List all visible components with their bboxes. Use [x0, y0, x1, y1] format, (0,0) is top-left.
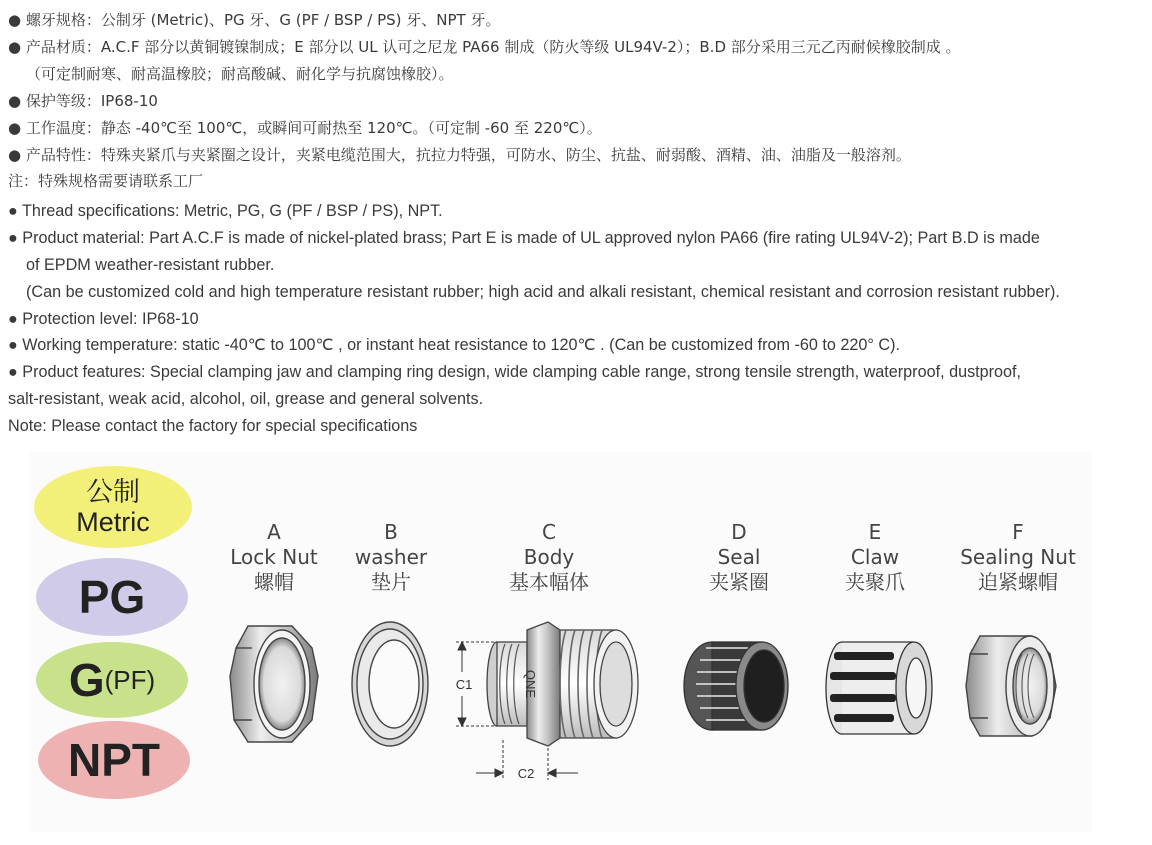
spec-en-material-2: of EPDM weather-resistant rubber.	[26, 256, 275, 274]
part-letter: D	[731, 520, 747, 544]
part-name-en: Sealing Nut	[960, 545, 1076, 569]
pg-badge: PG	[36, 558, 188, 636]
washer-drawing	[352, 622, 428, 746]
spec-cn-material: ● 产品材质：A.C.F 部分以黄铜镀镍制成；E 部分以 UL 认可之尼龙 PA66 制成（防火等级 UL94V-2）；B.D 部分采用三元乙丙耐候橡胶制成 。	[8, 38, 961, 56]
spec-cn-features: ● 产品特性：特殊夹紧爪与夹紧圈之设计，夹紧电缆范围大，抗拉力特强，可防水、防尘、抗盐、耐弱酸、酒精、油、油脂及一般溶剂。	[8, 146, 911, 164]
spec-en-temperature: ● Working temperature: static -40℃ to 100℃ , or instant heat resistance to 120℃ . (Can be customized from -60 to 220° C).	[8, 336, 900, 354]
spec-en-material-3: (Can be customized cold and high temperature resistant rubber; high acid and alkali resistant, chemical resistant and corrosion resistant rubber).	[26, 283, 1060, 301]
spec-en-features-2: salt-resistant, weak acid, alcohol, oil, grease and general solvents.	[8, 390, 484, 408]
part-name-cn: 基本幅体	[509, 570, 589, 594]
body-marking: QNE	[523, 669, 538, 699]
seal-drawing	[684, 642, 788, 730]
part-name-en: Claw	[850, 545, 900, 569]
g-badge-main: G	[68, 654, 105, 706]
sealing-nut-drawing	[966, 636, 1056, 736]
part-letter: C	[542, 520, 556, 544]
lock-nut-drawing	[230, 626, 318, 742]
part-name-cn: 夹紧圈	[709, 570, 769, 594]
spec-en-protection: ● Protection level: IP68-10	[8, 310, 199, 328]
part-letter: A	[267, 520, 281, 544]
part-letter: F	[1012, 520, 1024, 544]
part-name-en: washer	[354, 545, 428, 569]
body-drawing	[487, 622, 638, 746]
dimension-c1-label: C1	[455, 677, 473, 692]
dimension-c2	[476, 740, 578, 781]
npt-badge: NPT	[38, 721, 190, 799]
claw-drawing	[826, 642, 932, 734]
g-badge-sub: (PF)	[104, 664, 156, 695]
part-name-en: Seal	[717, 545, 761, 569]
part-letter: B	[384, 520, 398, 544]
dimension-c2-label: C2	[517, 766, 535, 781]
part-name-cn: 螺帽	[254, 570, 294, 594]
spec-cn-note: 注：特殊规格需要请联系工厂	[8, 172, 204, 190]
spec-en-features-1: ● Product features: Special clamping jaw and clamping ring design, wide clamping cable range, strong tensile strength, waterproof, dustproof,	[8, 363, 1022, 381]
part-name-cn: 迫紧螺帽	[978, 570, 1058, 594]
spec-en-material-1: ● Product material: Part A.C.F is made of nickel-plated brass; Part E is made of UL approved nylon PA66 (fire rating UL94V-2); Part B.D is made	[8, 229, 1040, 247]
metric-badge-cn: 公制	[86, 477, 140, 507]
spec-cn-material-note: （可定制耐寒、耐高温橡胶；耐高酸碱、耐化学与抗腐蚀橡胶）。	[26, 65, 454, 83]
part-name-en: Body	[523, 545, 575, 569]
part-name-cn: 夹聚爪	[845, 570, 905, 594]
spec-en-thread: ● Thread specifications: Metric, PG, G (PF / BSP / PS), NPT.	[8, 202, 443, 220]
metric-badge-en: Metric	[76, 507, 150, 537]
spec-cn-temperature: ● 工作温度：静态 -40℃至 100℃，或瞬间可耐热至 120℃。（可定制 -60 至 220℃）。	[8, 119, 602, 137]
spec-cn-protection: ● 保护等级：IP68-10	[8, 92, 158, 110]
spec-cn-thread: ● 螺牙规格：公制牙 (Metric)、PG 牙、G (PF / BSP / PS) 牙、NPT 牙。	[8, 11, 501, 29]
part-letter: E	[868, 520, 882, 544]
part-name-en: Lock Nut	[230, 545, 318, 569]
spec-en-note: Note: Please contact the factory for special specifications	[8, 417, 418, 435]
part-name-cn: 垫片	[371, 570, 411, 594]
